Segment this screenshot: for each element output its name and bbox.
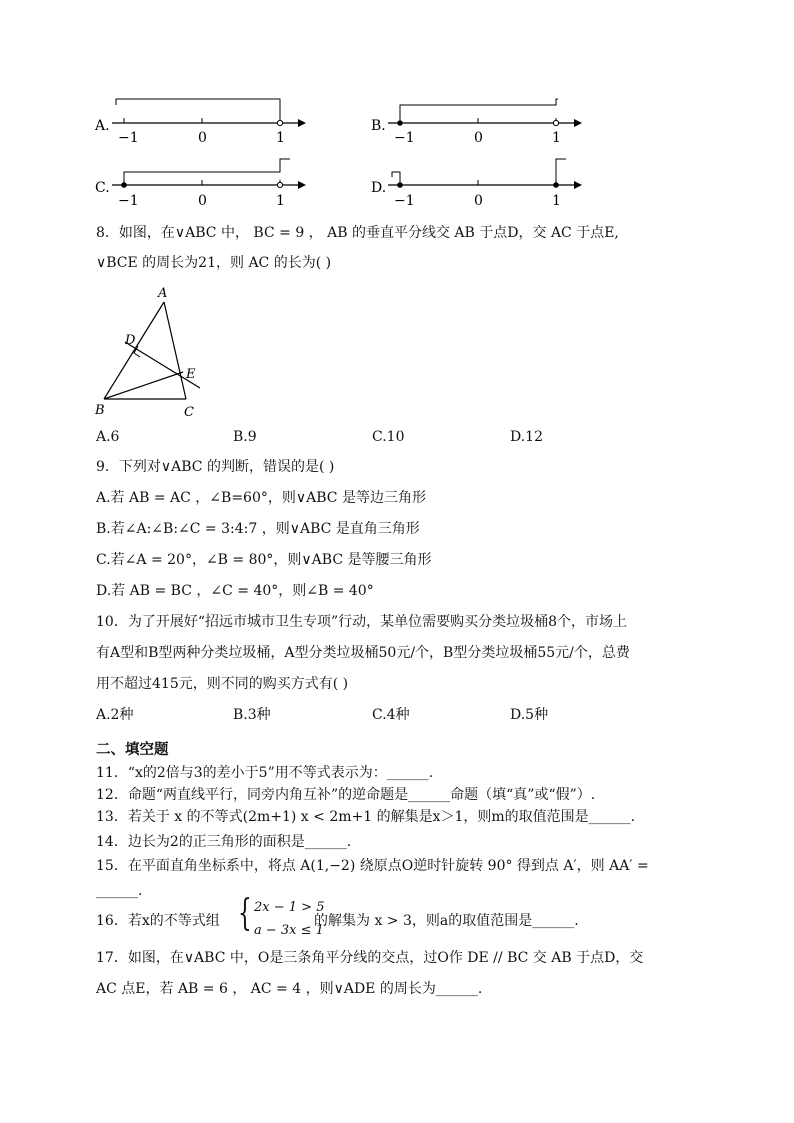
option-label: C. <box>95 180 110 196</box>
q10-option-d: D.5种 <box>510 707 549 723</box>
question-12: 12．命题“两直线平行，同旁内角互补”的逆命题是______命题（填“真”或“假”）. <box>96 787 596 803</box>
question-16-suffix: 的解集为 x > 3，则a的取值范围是______. <box>314 913 579 929</box>
question-17-line-1: 17．如图，在∨ABC 中，O是三条角平分线的交点，过O作 DE // BC 交 AB 于点D，交 <box>96 950 644 966</box>
number-line-b <box>368 88 598 148</box>
option-b-number-line <box>368 88 598 152</box>
question-16-prefix: 16．若x的不等式组 <box>96 913 220 929</box>
system-brace: { <box>238 893 252 934</box>
option-label: B. <box>371 118 386 134</box>
question-13: 13．若关于 x 的不等式(2m+1) x < 2m+1 的解集是x＞1，则m的取值范围是______. <box>96 809 636 825</box>
question-9-stem: 9．下列对∨ABC 的判断，错误的是( ) <box>96 459 335 475</box>
tick-label: 0 <box>198 130 207 146</box>
q8-option-b: B.9 <box>233 429 257 445</box>
number-line-a <box>92 88 322 148</box>
option-c-number-line <box>92 152 322 216</box>
question-10-line-3: 用不超过415元，则不同的购买方式有( ) <box>96 676 349 692</box>
vertex-label-c: C <box>184 405 194 420</box>
q10-option-a: A.2种 <box>96 707 134 723</box>
q9-option-b: B.若∠A:∠B:∠C = 3:4:7 ，则∨ABC 是直角三角形 <box>96 521 420 537</box>
tick-label: 1 <box>552 193 561 209</box>
vertex-label-b: B <box>95 403 105 418</box>
point-label-e: E <box>186 367 196 382</box>
question-8-line-1: 8．如图，在∨ABC 中， BC = 9 ， AB 的垂直平分线交 AB 于点D，交 AC 于点E, <box>96 225 619 241</box>
q9-option-c: C.若∠A = 20°，∠B = 80°，则∨ABC 是等腰三角形 <box>96 552 432 568</box>
question-10-line-1: 10．为了开展好“招远市城市卫生专项”行动，某单位需要购买分类垃圾桶8个，市场上 <box>96 614 628 630</box>
tick-label: 0 <box>198 193 207 209</box>
tick-label: −1 <box>118 193 139 209</box>
option-label: A. <box>95 118 110 134</box>
point-label-d: D <box>125 333 136 348</box>
q8-option-c: C.10 <box>372 429 405 445</box>
question-11: 11．“x的2倍与3的差小于5”用不等式表示为：______. <box>96 765 434 781</box>
question-8-line-2: ∨BCE 的周长为21，则 AC 的长为( ) <box>96 255 332 271</box>
q9-option-d: D.若 AB = BC ，∠C = 40°，则∠B = 40° <box>96 583 374 599</box>
tick-label: 1 <box>276 193 285 209</box>
q8-option-a: A.6 <box>96 429 120 445</box>
section-title-fill-in: 二、填空题 <box>96 742 169 758</box>
option-a-number-line <box>92 88 322 152</box>
question-15-line-2: ______. <box>96 883 143 899</box>
inequality-2: a − 3x ≤ 1 <box>254 923 324 938</box>
inequality-1: 2x − 1 > 5 <box>254 900 325 915</box>
number-line-d <box>368 152 598 212</box>
triangle-abc-diagram <box>92 282 212 422</box>
tick-label: 1 <box>552 130 561 146</box>
vertex-label-a: A <box>158 286 168 301</box>
question-15-line-1: 15．在平面直角坐标系中，将点 A(1,−2) 绕原点O逆时针旋转 90° 得到点 A′，则 AA′ = <box>96 858 649 874</box>
tick-label: 1 <box>276 130 285 146</box>
q10-option-b: B.3种 <box>233 707 271 723</box>
tick-label: −1 <box>394 193 415 209</box>
tick-label: 0 <box>474 193 483 209</box>
tick-label: −1 <box>394 130 415 146</box>
q9-option-a: A.若 AB = AC ，∠B=60°，则∨ABC 是等边三角形 <box>96 490 426 506</box>
q10-option-c: C.4种 <box>372 707 410 723</box>
q8-option-d: D.12 <box>510 429 543 445</box>
tick-label: 0 <box>474 130 483 146</box>
tick-label: −1 <box>118 130 139 146</box>
question-14: 14．边长为2的正三角形的面积是______. <box>96 834 352 850</box>
number-line-c <box>92 152 322 212</box>
option-label: D. <box>371 180 387 196</box>
triangle-figure <box>92 282 212 426</box>
question-17-line-2: AC 点E，若 AB = 6 ， AC = 4 ，则∨ADE 的周长为______. <box>96 981 483 997</box>
option-d-number-line <box>368 152 598 216</box>
question-10-line-2: 有A型和B型两种分类垃圾桶，A型分类垃圾桶50元/个，B型分类垃圾桶55元/个，总费 <box>96 645 630 661</box>
